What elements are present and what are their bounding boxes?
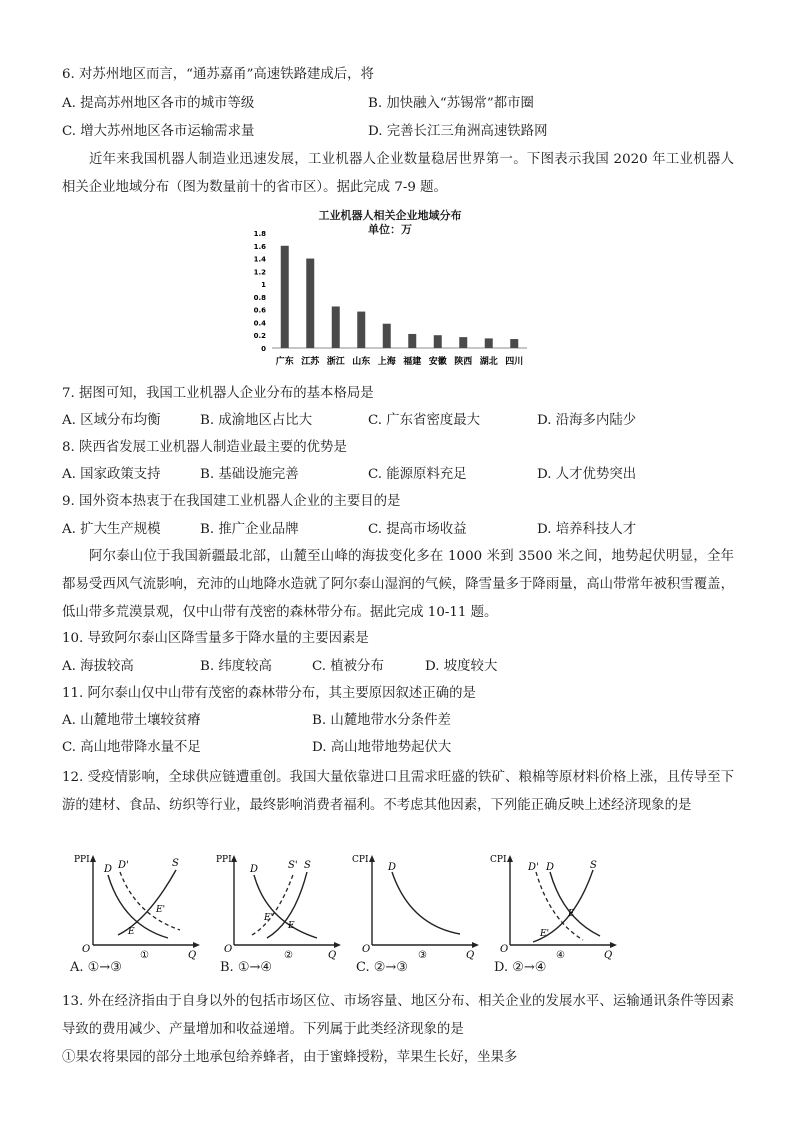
graph-2-point-e2: E' xyxy=(264,913,274,923)
bar xyxy=(485,338,493,348)
q8-option-a: A. 国家政策支持 xyxy=(62,467,161,482)
graph-2-xaxis: Q xyxy=(328,950,337,960)
graph-1-xaxis: Q xyxy=(188,950,197,960)
x-tick-label: 安徽 xyxy=(428,357,447,367)
q9-option-d: D. 培养科技人才 xyxy=(537,522,637,537)
q7-option-a: A. 区域分布均衡 xyxy=(62,413,161,428)
graph-4-point-e: E xyxy=(568,909,575,919)
graph-2-number: ② xyxy=(284,950,293,960)
graph-4-xaxis: Q xyxy=(604,950,613,960)
graph-3 xyxy=(350,850,485,960)
bar xyxy=(306,259,314,348)
bar xyxy=(383,324,391,348)
q12-stem: 12. 受疫情影响，全球供应链遭重创。我国大量依靠进口且需求旺盛的铁矿、粮棉等原材料价格上涨，且传导至下游的建材、食品、纺织等行业，最终影响消费者福利。不考虑其他因素，下列能正确反映上述经济现象的是 xyxy=(62,770,734,813)
q6-option-a: A. 提高苏州地区各市的城市等级 xyxy=(62,96,255,111)
chart-title: 工业机器人相关企业地域分布 xyxy=(318,209,462,222)
q13-stem: 13. 外在经济指由于自身以外的包括市场区位、市场容量、地区分布、相关企业的发展水平、运输通讯条件等因素导致的费用减少、产量增加和收益递增。下列属于此类经济现象的是 xyxy=(62,994,734,1037)
q10-option-b: B. 纬度较高 xyxy=(200,659,272,674)
x-tick-label: 湖北 xyxy=(479,357,498,367)
graph-2-curve-d: D xyxy=(250,864,259,875)
y-tick-label: 0.6 xyxy=(253,306,266,315)
y-tick-label: 1.2 xyxy=(253,268,266,277)
q8-option-c: C. 能源原料充足 xyxy=(368,467,467,482)
graph-2-curve-s: S xyxy=(304,860,311,871)
q8-stem: 8. 陕西省发展工业机器人制造业最主要的优势是 xyxy=(62,440,347,455)
graph-1-origin: O xyxy=(82,944,91,955)
graph-4-curve-d2: D' xyxy=(528,862,539,873)
q8-option-b: B. 基础设施完善 xyxy=(200,467,299,482)
q11-stem: 11. 阿尔泰山仅中山带有茂密的森林带分布，其主要原因叙述正确的是 xyxy=(62,686,476,701)
graph-4-curve-s: S xyxy=(590,860,597,871)
graph-3-xaxis: Q xyxy=(466,950,475,960)
graph-1-curve-s: S xyxy=(172,858,179,869)
q10-stem: 10. 导致阿尔泰山区降雪量多于降水量的主要因素是 xyxy=(62,631,369,646)
graph-4-yaxis: CPI xyxy=(490,855,507,865)
x-tick-label: 福建 xyxy=(403,357,422,367)
y-tick-label: 0.8 xyxy=(253,293,266,302)
graph-1-number: ① xyxy=(140,950,149,960)
bar xyxy=(281,246,289,348)
q6-option-b: B. 加快融入“苏锡常”都市圈 xyxy=(368,96,534,111)
q10-option-c: C. 植被分布 xyxy=(312,659,384,674)
graph-4-origin: O xyxy=(500,944,509,955)
bar xyxy=(332,306,340,348)
x-tick-label: 山东 xyxy=(352,357,371,367)
graph-1-curve-d: D xyxy=(104,864,113,875)
graph-1-curve-d2: D' xyxy=(118,860,129,871)
y-tick-label: 1.4 xyxy=(253,255,266,264)
x-tick-label: 江苏 xyxy=(301,357,320,367)
q7-option-b: B. 成渝地区占比大 xyxy=(200,413,313,428)
q13-item-1: ①果农将果园的部分土地承包给养蜂者，由于蜜蜂授粉，苹果生长好，坐果多 xyxy=(62,1050,518,1065)
bar xyxy=(357,312,365,348)
q6-option-c: C. 增大苏州地区各市运输需求量 xyxy=(62,124,255,139)
bar xyxy=(434,335,442,348)
graph-2-curve-s2: S' xyxy=(288,860,298,871)
graph-2-point-e: E xyxy=(288,921,295,931)
graph-3-origin: O xyxy=(362,944,371,955)
graph-4-number: ④ xyxy=(556,950,565,960)
y-tick-label: 1 xyxy=(261,281,266,290)
y-tick-label: 0 xyxy=(261,345,266,353)
q11-option-d: D. 高山地带地势起伏大 xyxy=(312,740,452,755)
q9-stem: 9. 国外资本热衷于在我国建工业机器人企业的主要目的是 xyxy=(62,494,401,509)
q8-option-d: D. 人才优势突出 xyxy=(537,467,637,482)
q10-option-d: D. 坡度较大 xyxy=(425,659,498,674)
x-tick-label: 广东 xyxy=(275,357,294,367)
graph-4-curve-d: D xyxy=(546,862,555,873)
graph-2-yaxis: PPI xyxy=(216,855,232,865)
x-tick-label: 浙江 xyxy=(326,357,345,367)
bar-chart xyxy=(250,203,530,373)
q9-option-b: B. 推广企业品牌 xyxy=(200,522,299,537)
passage-10-11: 阿尔泰山位于我国新疆最北部，山麓至山峰的海拔变化多在 1000 米到 3500 米之间，地势起伏明显，全年都易受西风气流影响，充沛的山地降水造就了阿尔泰山湿润的气候，降雪量多于降雨量，高山带常年被积雪覆盖，低山带多荒漠景观，仅中山带有茂密的森林带分布。据此完成 10-11 题。 xyxy=(62,549,734,620)
q12-option-d: D. ②→④ xyxy=(494,960,547,975)
q11-option-b: B. 山麓地带水分条件差 xyxy=(312,713,451,728)
y-tick-label: 0.4 xyxy=(253,319,266,328)
q10-option-a: A. 海拔较高 xyxy=(62,659,134,674)
y-tick-label: 1.6 xyxy=(253,242,266,251)
chart-plot xyxy=(250,203,530,373)
graph-4 xyxy=(488,850,623,960)
bar xyxy=(459,337,467,348)
q12-option-a: A. ①→③ xyxy=(70,960,122,975)
q7-stem: 7. 据图可知，我国工业机器人企业分布的基本格局是 xyxy=(62,386,374,401)
q12-option-c: C. ②→③ xyxy=(356,960,408,975)
bar xyxy=(408,334,416,348)
graph-1-point-e: E xyxy=(128,927,135,937)
q6-option-d: D. 完善长江三角洲高速铁路网 xyxy=(368,124,548,139)
bar xyxy=(510,339,518,348)
q6-stem: 6. 对苏州地区而言，“通苏嘉甬”高速铁路建成后，将 xyxy=(62,67,374,82)
graph-3-yaxis: CPI xyxy=(352,855,369,865)
graph-2-origin: O xyxy=(224,944,233,955)
graph-3-curve-d: D xyxy=(388,862,397,873)
x-tick-label: 陕西 xyxy=(454,357,473,367)
graph-4-point-e2: E' xyxy=(540,929,550,939)
q11-option-a: A. 山麓地带土壤较贫瘠 xyxy=(62,713,201,728)
x-tick-label: 四川 xyxy=(505,357,524,367)
q9-option-a: A. 扩大生产规模 xyxy=(62,522,161,537)
q7-option-d: D. 沿海多内陆少 xyxy=(537,413,637,428)
chart-subtitle: 单位：万 xyxy=(368,223,412,236)
y-tick-label: 1.8 xyxy=(253,230,266,238)
y-tick-label: 0.2 xyxy=(253,332,266,341)
x-tick-label: 上海 xyxy=(377,357,396,367)
graph-3-number: ③ xyxy=(418,950,427,960)
graph-2 xyxy=(212,850,347,960)
q9-option-c: C. 提高市场收益 xyxy=(368,522,467,537)
q7-option-c: C. 广东省密度最大 xyxy=(368,413,481,428)
q12-option-b: B. ①→④ xyxy=(220,960,273,975)
graph-1 xyxy=(68,850,203,960)
passage-7-9: 近年来我国机器人制造业迅速发展，工业机器人企业数量稳居世界第一。下图表示我国 2020 年工业机器人相关企业地域分布（图为数量前十的省市区）。据此完成 7-9 题。 xyxy=(62,152,734,195)
graph-1-yaxis: PPI xyxy=(74,855,90,865)
graph-1-point-e2: E' xyxy=(156,905,166,915)
q11-option-c: C. 高山地带降水量不足 xyxy=(62,740,201,755)
